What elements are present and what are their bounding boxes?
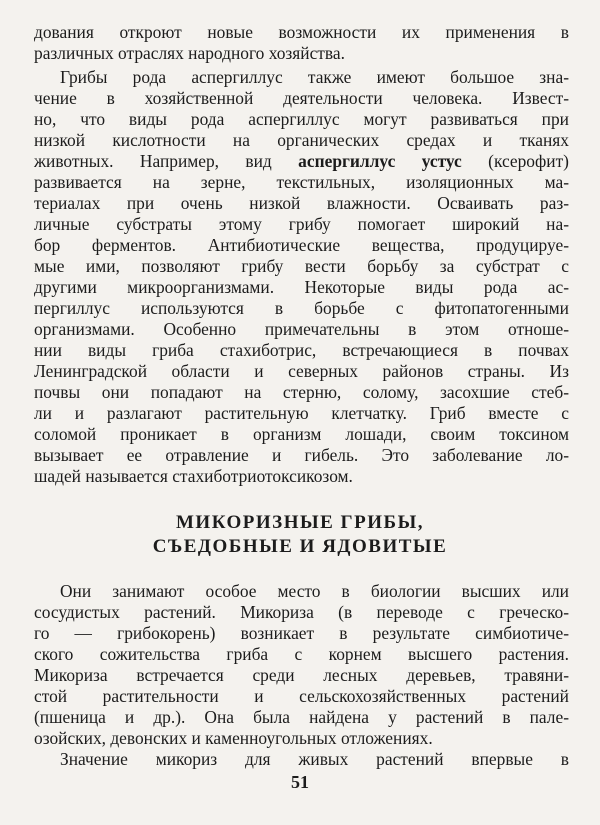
text-line (34, 151, 569, 172)
text-line: нии виды гриба стахиботрис, встречающиеся в почвах (34, 340, 569, 360)
text-line: шадей называется стахиботриотоксикозом. (34, 466, 353, 486)
text-line: Значение микориз для живых растений впервые в (60, 749, 569, 769)
text-line: (пшеница и др.). Она была найдена у растений в пале- (34, 707, 569, 727)
text-line: ли и разлагают растительную клетчатку. Гриб вместе с (34, 403, 569, 423)
text-line: пергиллус используются в борьбе с фитопатогенными (34, 298, 569, 318)
text-line: дования откроют новые возможности их применения в (34, 22, 569, 42)
text-line: низкой кислотности на органических средах и тканях (34, 130, 569, 150)
text-line: Они занимают особое место в биологии высших или (60, 581, 569, 601)
text-line: Ленинградской области и северных районов страны. Из (34, 361, 569, 381)
text-line: различных отраслях народного хозяйства. (34, 43, 345, 63)
text-line: организмами. Особенно примечательны в этом отноше- (34, 319, 569, 339)
text-line: Грибы рода аспергиллус также имеют большое зна- (60, 67, 569, 87)
text-line: развивается на зерне, текстильных, изоляционных ма- (34, 172, 569, 192)
text-line: личные субстраты этому грибу помогает широкий на- (34, 214, 569, 234)
text-line: сосудистых растений. Микориза (в переводе с греческо- (34, 602, 569, 622)
text-line: Микориза встречается среди лесных деревьев, травяни- (34, 665, 569, 685)
text-line: мые ими, позволяют грибу вести борьбу за субстрат с (34, 256, 569, 276)
text-line: соломой проникает в организм лошади, своим токсином (34, 424, 569, 444)
text-line: стой растительности и сельскохозяйственных растений (34, 686, 569, 706)
text-line: ского сожительства гриба с корнем высшего растения. (34, 644, 569, 664)
text-line: чение в хозяйственной деятельности человека. Извест- (34, 88, 569, 108)
text-line: почвы они попадают на стерню, солому, засохшие стеб- (34, 382, 569, 402)
species-name-bold: аспергиллус устус (298, 151, 462, 171)
text-line: го — грибокорень) возникает в результате симбиотиче- (34, 623, 569, 643)
text-line: бор ферментов. Антибиотические вещества, продуцируе- (34, 235, 569, 255)
text-fragment: животных. Например, вид (34, 151, 272, 171)
text-line: озойских, девонских и каменноугольных отложениях. (34, 728, 433, 748)
text-line: териалах при очень низкой влажности. Осваивать раз- (34, 193, 569, 213)
section-heading-line-1: МИКОРИЗНЫЕ ГРИБЫ, (175, 512, 424, 533)
text-line: другими микроорганизмами. Некоторые виды рода ас- (34, 277, 569, 297)
text-line: вызывает ее отравление и гибель. Это заболевание ло- (34, 445, 569, 465)
section-heading-line-2: СЪЕДОБНЫЕ И ЯДОВИТЫЕ (152, 536, 448, 557)
text-fragment: (ксерофит) (488, 151, 569, 171)
page-number: 51 (291, 772, 309, 792)
text-line: но, что виды рода аспергиллус могут развиваться при (34, 109, 569, 129)
